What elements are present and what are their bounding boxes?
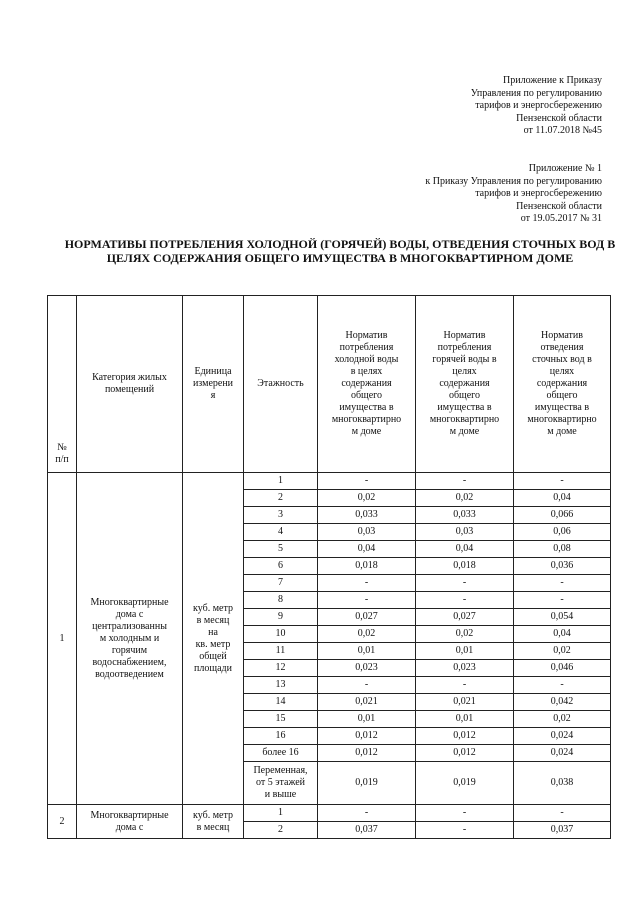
floors-cell: 12 [244,660,318,677]
appendix-line: Пензенской области [516,200,602,212]
cold-water-cell: 0,012 [318,745,416,762]
row-category: Многоквартирные дома с централизованны м холодным и горячим водоснабжением, водоотведением [77,473,183,805]
appendix-line: к Приказу Управления по регулированию [425,175,602,187]
cold-water-cell: 0,037 [318,822,416,839]
floors-cell: 2 [244,490,318,507]
hot-water-cell: - [416,822,514,839]
drainage-cell: 0,046 [514,660,611,677]
floors-cell: 6 [244,558,318,575]
drainage-cell: 0,04 [514,490,611,507]
row-number: 1 [48,473,77,805]
cold-water-cell: 0,02 [318,490,416,507]
drainage-cell: 0,024 [514,745,611,762]
row-unit: куб. метр в месяц [183,805,244,839]
hot-water-cell: 0,023 [416,660,514,677]
header-category: Категория жилых помещений [77,296,183,473]
cold-water-cell: 0,04 [318,541,416,558]
appendix-line: Приложение № 1 [528,163,602,174]
norms-table [47,295,611,839]
drainage-cell: 0,066 [514,507,611,524]
drainage-cell: - [514,592,611,609]
row-number: 2 [48,805,77,839]
floors-cell: Переменная, от 5 этажей и выше [244,762,318,805]
hot-water-cell: 0,012 [416,745,514,762]
hot-water-cell: 0,027 [416,609,514,626]
cold-water-cell: - [318,592,416,609]
floors-cell: 16 [244,728,318,745]
drainage-cell: - [514,473,611,490]
floors-cell: 11 [244,643,318,660]
appendix-line: Приложение к Приказу [503,75,602,86]
floors-cell: 10 [244,626,318,643]
floors-cell: 15 [244,711,318,728]
header-cold-water: Норматив потребления холодной воды в целях содержания общего имущества в многоквартирно м доме [318,296,416,473]
drainage-cell: 0,054 [514,609,611,626]
hot-water-cell: 0,03 [416,524,514,541]
header-floors: Этажность [244,296,318,473]
drainage-cell: 0,038 [514,762,611,805]
drainage-cell: 0,024 [514,728,611,745]
document-title: НОРМАТИВЫ ПОТРЕБЛЕНИЯ ХОЛОДНОЙ (ГОРЯЧЕЙ) ВОДЫ, ОТВЕДЕНИЯ СТОЧНЫХ ВОД В ЦЕЛЯХ СОДЕРЖАНИЯ ОБЩЕГО ИМУЩЕСТВА В МНОГОКВАРТИРНОМ ДОМЕ [64,237,616,265]
table-header-row [48,296,611,473]
hot-water-cell: 0,02 [416,490,514,507]
table-row [48,473,611,490]
hot-water-cell: - [416,473,514,490]
hot-water-cell: 0,019 [416,762,514,805]
cold-water-cell: - [318,677,416,694]
cold-water-cell: 0,03 [318,524,416,541]
drainage-cell: 0,06 [514,524,611,541]
drainage-cell: 0,036 [514,558,611,575]
header-number: № п/п [48,296,77,473]
drainage-cell: 0,04 [514,626,611,643]
appendix-line: от 11.07.2018 №45 [523,125,602,136]
floors-cell: 13 [244,677,318,694]
cold-water-cell: - [318,805,416,822]
drainage-cell: - [514,575,611,592]
hot-water-cell: 0,01 [416,711,514,728]
table-row [48,805,611,822]
floors-cell: 14 [244,694,318,711]
row-unit: куб. метр в месяц на кв. метр общей площади [183,473,244,805]
cold-water-cell: 0,02 [318,626,416,643]
table-body [48,473,611,839]
hot-water-cell: 0,018 [416,558,514,575]
floors-cell: 3 [244,507,318,524]
hot-water-cell: 0,02 [416,626,514,643]
floors-cell: 8 [244,592,318,609]
cold-water-cell: - [318,473,416,490]
cold-water-cell: 0,012 [318,728,416,745]
appendix-line: Пензенской области [516,112,602,124]
appendix-line: тарифов и энергосбережению [475,100,602,111]
floors-cell: 2 [244,822,318,839]
floors-cell: 1 [244,805,318,822]
drainage-cell: - [514,677,611,694]
floors-cell: 4 [244,524,318,541]
hot-water-cell: 0,021 [416,694,514,711]
cold-water-cell: 0,033 [318,507,416,524]
floors-cell: более 16 [244,745,318,762]
hot-water-cell: - [416,677,514,694]
appendix-line: Управления по регулированию [470,87,602,99]
cold-water-cell: 0,021 [318,694,416,711]
cold-water-cell: 0,01 [318,643,416,660]
drainage-cell: 0,037 [514,822,611,839]
floors-cell: 9 [244,609,318,626]
hot-water-cell: 0,012 [416,728,514,745]
hot-water-cell: 0,04 [416,541,514,558]
cold-water-cell: 0,01 [318,711,416,728]
drainage-cell: 0,08 [514,541,611,558]
cold-water-cell: 0,023 [318,660,416,677]
floors-cell: 7 [244,575,318,592]
cold-water-cell: 0,019 [318,762,416,805]
header-drainage: Норматив отведения сточных вод в целях содержания общего имущества в многоквартирно м доме [514,296,611,473]
hot-water-cell: 0,033 [416,507,514,524]
cold-water-cell: 0,018 [318,558,416,575]
drainage-cell: 0,042 [514,694,611,711]
header-hot-water: Норматив потребления горячей воды в целях содержания общего имущества в многоквартирно м доме [416,296,514,473]
hot-water-cell: - [416,575,514,592]
cold-water-cell: - [318,575,416,592]
floors-cell: 5 [244,541,318,558]
cold-water-cell: 0,027 [318,609,416,626]
drainage-cell: 0,02 [514,643,611,660]
hot-water-cell: - [416,805,514,822]
drainage-cell: - [514,805,611,822]
appendix-note-current [471,75,602,138]
appendix-line: тарифов и энергосбережению [475,188,602,199]
appendix-line: от 19.05.2017 № 31 [520,213,602,224]
drainage-cell: 0,02 [514,711,611,728]
floors-cell: 1 [244,473,318,490]
hot-water-cell: - [416,592,514,609]
row-category: Многоквартирные дома с [77,805,183,839]
appendix-note-original [425,163,602,226]
hot-water-cell: 0,01 [416,643,514,660]
header-unit: Единица измерени я [183,296,244,473]
